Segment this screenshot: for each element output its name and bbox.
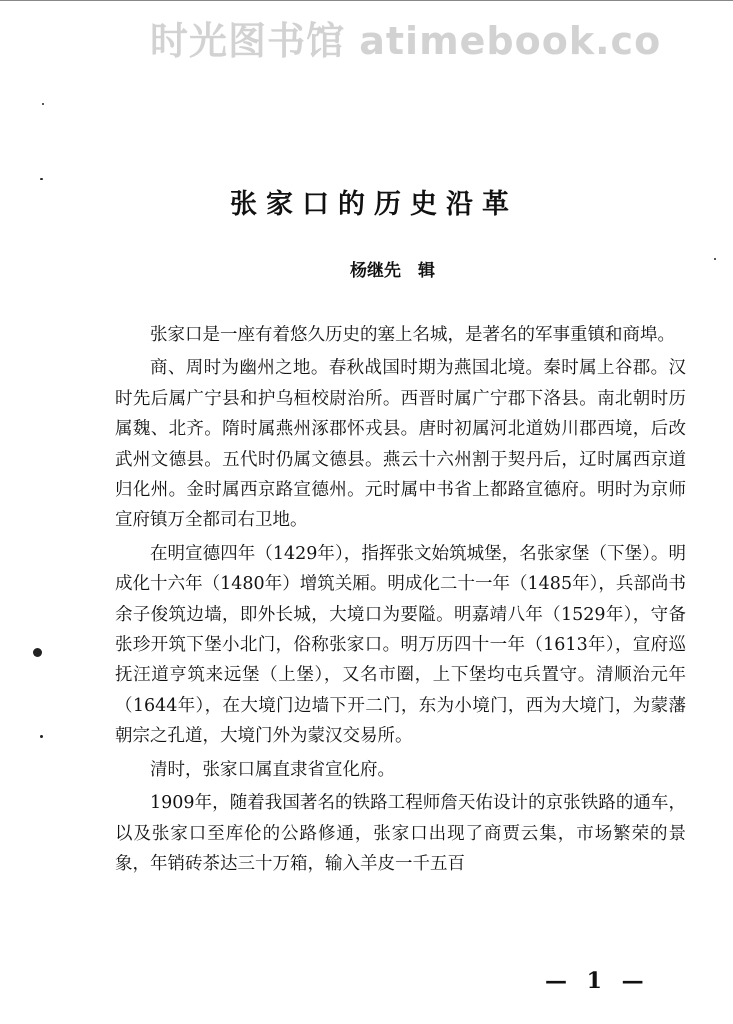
- article-title: 张家口的历史沿革: [230, 189, 518, 220]
- watermark: 时光图书馆 atimebook.co: [150, 19, 662, 63]
- ink-spot: [40, 178, 43, 180]
- paragraph: 商、周时为幽州之地。春秋战国时期为燕国北境。秦时属上谷郡。汉时先后属广宁县和护乌桓校尉治所。西晋时属广宁郡下洛县。南北朝时历属魏、北齐。隋时属燕州涿郡怀戎县。唐时初属河北道妫川郡西境，后改武州文德县。五代时仍属文德县。燕云十六州割于契丹后，辽时属西京道归化州。金时属西京路宣德州。元时属中书省上都路宣德府。明时为京师宣府镇万全都司右卫地。: [115, 358, 686, 531]
- paragraph: 在明宣德四年（1429年），指挥张文始筑城堡，名张家堡（下堡）。明成化十六年（1480年）增筑关厢。明成化二十一年（1485年），兵部尚书余子俊筑边墙，即外长城，大境口为要隘。明嘉靖八年（1529年），守备张珍开筑下堡小北门，俗称张家口。明万历四十一年（1613年），宣府巡抚汪道亨筑来远堡（上堡），又名市圈，上下堡均屯兵置守。清顺治元年（1644年），在大境门边墙下开二门，东为小境门，西为大境门，为蒙藩朝宗之孔道，大境门外为蒙汉交易所。: [115, 543, 686, 747]
- article-author: 杨继先 辑: [350, 261, 435, 281]
- article-body: [115, 320, 686, 882]
- ink-spot: [33, 648, 42, 657]
- top-border-line: [0, 0, 733, 1]
- paragraph: 张家口是一座有着悠久历史的塞上名城，是著名的军事重镇和商埠。: [150, 325, 675, 345]
- paragraph: 1909年，随着我国著名的铁路工程师詹天佑设计的京张铁路的通车，以及张家口至库伦的公路修通，张家口出现了商贾云集，市场繁荣的景象，年销砖茶达三十万箱，输入羊皮一千五百: [115, 793, 686, 874]
- ink-spot: [40, 735, 43, 738]
- paragraph: 清时，张家口属直隶省宣化府。: [150, 759, 395, 780]
- page-number: — 1 —: [545, 968, 650, 994]
- ink-spot: [42, 103, 44, 105]
- ink-spot: [714, 258, 716, 260]
